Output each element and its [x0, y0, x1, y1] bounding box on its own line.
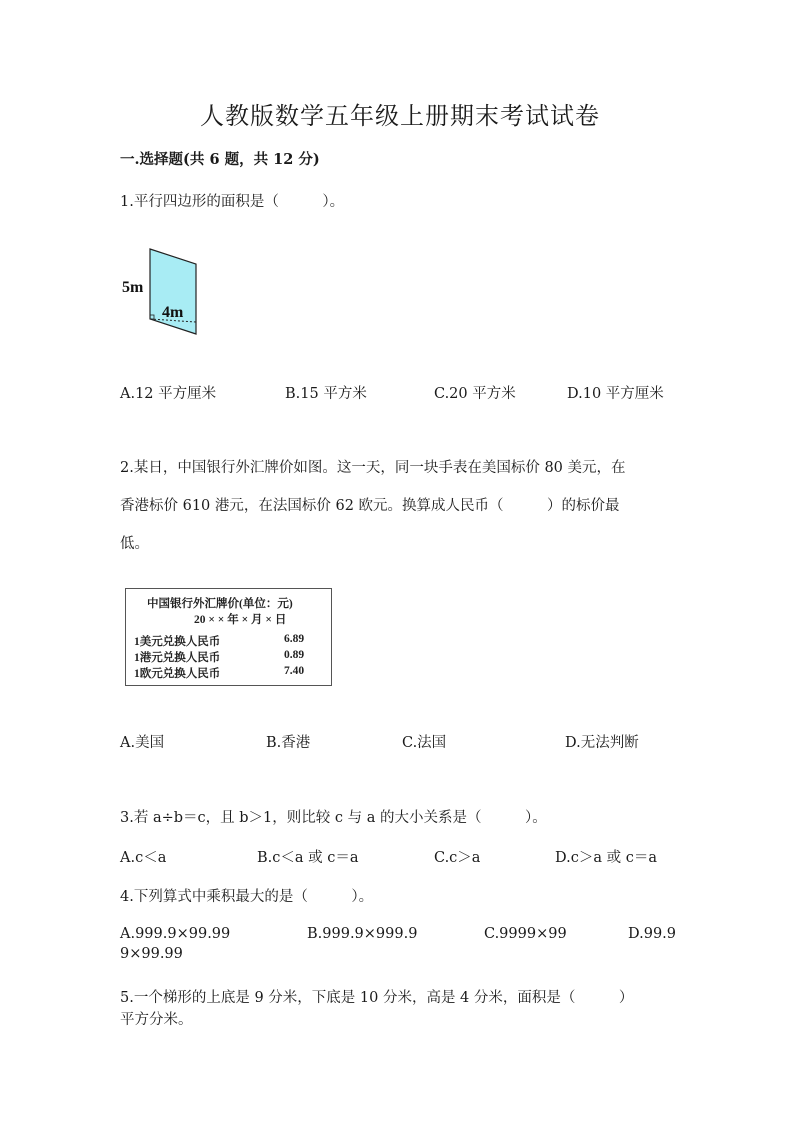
height-label: 5m [122, 279, 144, 296]
exchange-rate-table [125, 588, 332, 686]
rate-row-value: 7.40 [284, 665, 305, 677]
section-heading: 一.选择题(共 6 题，共 12 分) [120, 151, 320, 168]
q4-option-d: D.99.9 [628, 926, 677, 942]
rate-row-value: 6.89 [284, 633, 305, 645]
q2-option-d: D.无法判断 [565, 735, 639, 751]
rate-table-date: 20 × × 年 × 月 × 日 [194, 614, 287, 626]
parallelogram-shape [150, 249, 196, 334]
rate-row-label: 1港元兑换人民币 [134, 652, 221, 664]
q2-option-b: B.香港 [266, 735, 311, 751]
q3-option-b: B.c＜a 或 c＝a [257, 850, 359, 866]
q3-option-c: C.c＞a [434, 850, 481, 866]
q1-option-b: B.15 平方米 [285, 386, 367, 402]
question-4-text: 4.下列算式中乘积最大的是（ ）。 [120, 889, 374, 905]
rate-row-label: 1美元兑换人民币 [134, 636, 221, 648]
base-label: 4m [162, 304, 184, 321]
rate-row-label: 1欧元兑换人民币 [134, 668, 221, 680]
rate-table-title: 中国银行外汇牌价(单位：元) [147, 598, 293, 610]
page-title: 人教版数学五年级上册期末考试试卷 [200, 102, 600, 130]
q1-option-d: D.10 平方厘米 [567, 386, 664, 402]
rate-row-value: 0.89 [284, 649, 305, 661]
question-5-line-2: 平方分米。 [120, 1012, 193, 1028]
q3-option-d: D.c＞a 或 c＝a [555, 850, 657, 866]
question-1-text: 1.平行四边形的面积是（ ）。 [120, 194, 345, 210]
question-5-line-1: 5.一个梯形的上底是 9 分米，下底是 10 分米，高是 4 分米，面积是（ ） [120, 990, 634, 1006]
question-2-line-1: 2.某日，中国银行外汇牌价如图。这一天，同一块手表在美国标价 80 美元，在 [120, 460, 626, 476]
q1-option-c: C.20 平方米 [434, 386, 516, 402]
q2-option-a: A.美国 [120, 735, 165, 751]
q4-option-d-continued: 9×99.99 [120, 946, 183, 962]
q4-option-c: C.9999×99 [484, 926, 567, 942]
question-3-text: 3.若 a÷b＝c，且 b＞1，则比较 c 与 a 的大小关系是（ ）。 [120, 810, 547, 826]
question-2-line-2: 香港标价 610 港元，在法国标价 62 欧元。换算成人民币（ ）的标价最 [120, 498, 620, 514]
question-2-line-3: 低。 [120, 536, 149, 552]
q3-option-a: A.c＜a [120, 850, 167, 866]
q4-option-b: B.999.9×999.9 [307, 926, 418, 942]
parallelogram-figure [118, 240, 218, 340]
q2-option-c: C.法国 [402, 735, 447, 751]
q1-option-a: A.12 平方厘米 [120, 386, 217, 402]
q4-option-a: A.999.9×99.99 [120, 926, 231, 942]
